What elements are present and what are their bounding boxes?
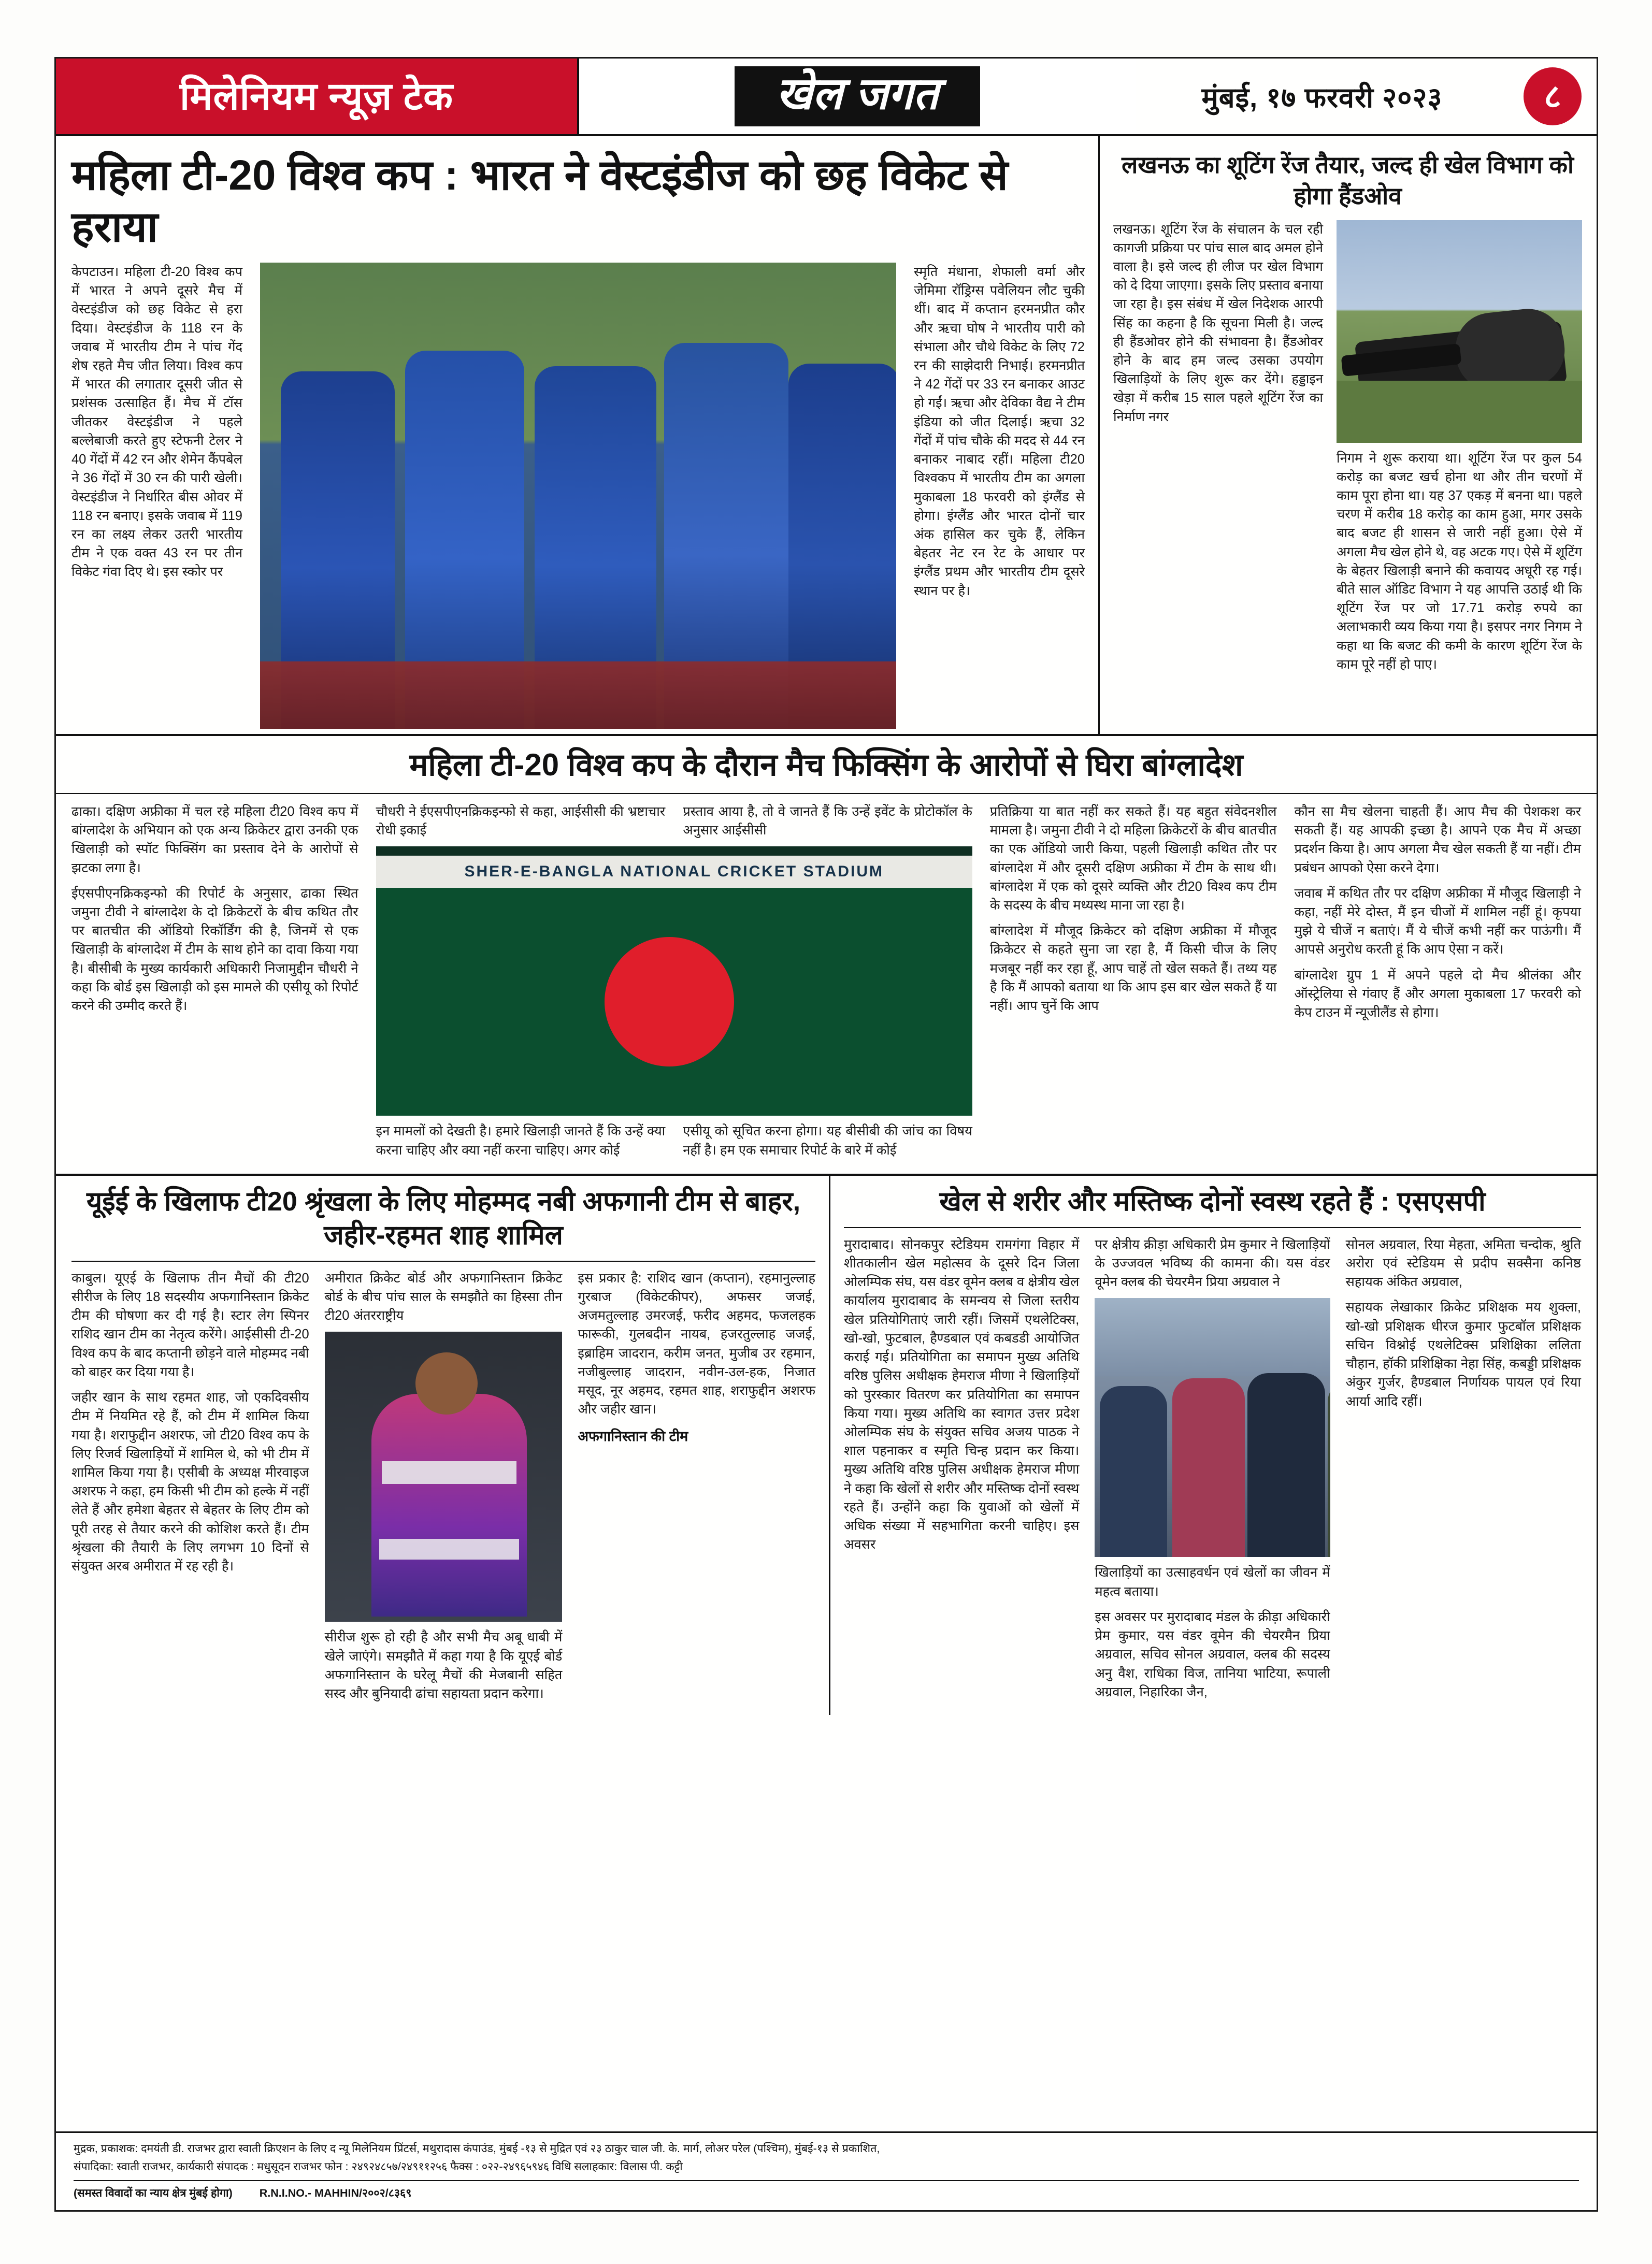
bangladesh-col4-p1: प्रतिक्रिया या बात नहीं कर सकते हैं। यह बहुत संवेदनशील मामला है। जमुना टीवी ने दो महिला क्रिकेटरों के बीच बातचीत का एक ऑडियो जारी किया, पहली खिलाड़ी कथित तौर पर बांग्लादेश में और दूसरी दक्षिण अफ्रीका में टीम के साथ थी। बांग्लादेश में एक को दूसरे व्यक्ति और टी20 विश्व कप टीम के सदस्य के बीच मध्यस्थ माना जा रहा है। bbox=[989, 804, 1277, 913]
health-col2-p1: पर क्षेत्रीय क्रीड़ा अधिकारी प्रेम कुमार ने खिलाड़ियों के उज्जवल भविष्य की कामना की। यस वंडर वूमेन क्लब की चेयरमैन प्रिया अग्रवाल ने bbox=[1095, 1237, 1330, 1290]
bangladesh-story-headline: महिला टी-20 विश्व कप के दौरान मैच फिक्सिंग के आरोपों से घिरा बांग्लादेश bbox=[409, 747, 1243, 783]
health-col3-p1: सोनल अग्रवाल, रिया मेहता, अमिता चन्दोक, श्रुति अरोरा एवं स्टेडियम से प्रदीप सक्सैना कनिष्ठ सहायक अंकित अग्रवाल, bbox=[1345, 1237, 1581, 1290]
health-col-2 bbox=[1095, 1235, 1330, 1708]
nabi-story bbox=[56, 1176, 830, 1715]
health-col-3 bbox=[1346, 1235, 1581, 1708]
nabi-col1-p2: जहीर खान के साथ रहमत शाह, जो एकदिवसीय टीम में नियमित रहे हैं, को टीम में शामिल किया गया है। शराफुद्दीन अशरफ, जो टी20 विश्व कप के लिए रिजर्व खिलाड़ियों में शामिल थे, को भी टीम में शामिल किया गया है। एसीबी के अध्यक्ष मीरवाइज अशरफ ने कहा, हम किसी भी टीम को हल्के में नहीं लेते हैं और हमेशा बेहतर से बेहतर के लिए टीम को पूरी तरह से तैयार करने की कोशिश करते हैं। टीम श्रृंखला की तैयारी के लिए लगभग 10 दिनों से संयुक्त अरब अमीरात में रह रही है। bbox=[71, 1390, 309, 1574]
afghanistan-team-note: अफगानिस्तान की टीम bbox=[578, 1428, 688, 1444]
photo-afghanistan-player bbox=[325, 1332, 563, 1622]
nabi-col2-p1: अमीरात क्रिकेट बोर्ड और अफगानिस्तान क्रिकेट बोर्ड के बीच पांच साल के समझौते का हिस्सा तीन टी20 अंतरराष्ट्रीय bbox=[324, 1271, 563, 1323]
third-region bbox=[56, 1176, 1597, 1715]
photo-shooting-range bbox=[1337, 220, 1582, 443]
bangladesh-col-middle bbox=[376, 802, 972, 1166]
top-region bbox=[56, 136, 1597, 734]
shooting-story-col1: लखनऊ। शूटिंग रेंज के संचालन के चल रही कागजी प्रक्रिया पर पांच साल बाद अमल होने वाला है। इसे जल्द ही लीज पर खेल विभाग को दे दिया जाएगा। इसके लिए प्रस्ताव बनाया जा रहा है। इस संबंध में खेल निदेशक आरपी सिंह का कहना है कि सूचना मिली है। जल्द ही हैंडओवर होने की संभावना है। हैंडओवर होने के बाद हम जल्द उसका उपयोग खिलाड़ियों के लिए शुरू कर देंगे। हड्डाइन खेड़ा में करीब 15 साल पहले शूटिंग रेंज का निर्माण नगर bbox=[1113, 222, 1323, 424]
nabi-col3-p1: इस प्रकार है: राशिद खान (कप्तान), रहमानुल्लाह गुरबाज (विकेटकीपर), अफसर जजई, अजमतुल्लाह उमरजई, फरीद अहमद, फजलहक फारूकी, गुलबदीन नायब, हजरतुल्लाह जजई, इब्राहिम जादरान, करीम जनत, मुजीब उर रहमान, नजीबुल्लाह जादरान, नवीन-उल-हक, निजात मसूद, नूर अहमद, रहमत शाह, शराफुद्दीन अशरफ और जहीर खान। bbox=[578, 1271, 816, 1417]
bangladesh-col-4 bbox=[990, 802, 1277, 1166]
nabi-col-2 bbox=[325, 1269, 563, 1710]
bangladesh-col3-p1: प्रस्ताव आया है, तो वे जानते हैं कि उन्हें इवेंट के प्रोटोकॉल के अनुसार आईसीसी bbox=[683, 804, 972, 838]
health-col1-p1: मुरादाबाद। सोनकपुर स्टेडियम रामगंगा विहार में शीतकालीन खेल महोत्सव के दूसरे दिन जिला ओलम्पिक संघ, यस वंडर वूमेन क्लब व क्षेत्रीय खेल कार्यालय मुरादाबाद के समन्वय से जिला स्तरीय खेल प्रतियोगिताएं जारी रहीं। जिसमें एथलेटिक्स, खो-खो, फुटबाल, हैण्डबाल एवं कबडडी आयोजित कराई गई। प्रतियोगिता का समापन मुख्य अतिथि वरिष्ठ पुलिस अधीक्षक हेमराज मीणा ने खिलाड़ियों को पुरस्कार वितरण कर प्रतियोगिता का समापन किया गया। मुख्य अतिथि का स्वागत उत्तर प्रदेश ओलम्पिक संघ के संयुक्त सचिव अजय पाठक ने शाल पहनाकर व स्मृति चिन्ह प्रदान कर किया। मुख्य अतिथि वरिष्ठ पुलिस अधीक्षक हेमराज मीणा ने कहा कि खेलों से शरीर और मस्तिष्क दोनों स्वस्थ रहते हैं। उन्होंने कहा कि युवाओं को खेलों में अधिक संख्या में सहभागिता करनी चाहिए। इस अवसर bbox=[844, 1237, 1080, 1552]
shooting-story-col2: निगम ने शुरू कराया था। शूटिंग रेंज पर कुल 54 करोड़ का बजट खर्च होना था और तीन चरणों में काम पूरा होना था। यह 37 एकड़ में बनना था। पहले चरण में करीब 18 करोड़ का काम हुआ, मगर उसके बाद बजट ही शासन से जारी नहीं हुआ। ऐसे में अगला मैच खेल होने थे, वह अटक गए। ऐसे में शूटिंग के बेहतर खिलाड़ी बनाने की कवायद अधूरी रह गई। बीते साल ऑडिट विभाग ने यह आपत्ति उठाई थी कि शूटिंग रेंज पर जो 17.71 करोड़ रुपये का अलाभकारी व्यय किया गया है। इसपर नगर निगम ने कहा था कि बजट की कमी के कारण शूटिंग रेंज के काम पूरे नहीं हो पाए। bbox=[1337, 451, 1582, 672]
stadium-banner-text: SHER-E-BANGLA NATIONAL CRICKET STADIUM bbox=[376, 856, 972, 888]
shooting-story-headline: लखनऊ का शूटिंग रेंज तैयार, जल्द ही खेल विभाग को होगा हैंडओव bbox=[1122, 151, 1574, 209]
nabi-col1-p1: काबुल। यूएई के खिलाफ तीन मैचों की टी20 सीरीज के लिए 18 सदस्यीय अफगानिस्तान क्रिकेट टीम की घोषणा कर दी गई है। स्टार लेग स्पिनर राशिद खान टीम का नेतृत्व करेंगे। आईसीसी टी-20 विश्व कप के बाद कप्तानी छोड़ने वाले मोहम्मद नबी को बाहर कर दिया गया है। bbox=[71, 1271, 309, 1379]
nabi-col2-p2: सीरीज शुरू हो रही है और सभी मैच अबू धाबी में खेले जाएंगे। समझौते में कहा गया है कि यूएई बोर्ड अफगानिस्तान के घरेलू मैचों की मेजबानी सहित सस्द और बुनियादी ढांचा सहायता प्रदान करेगा। bbox=[324, 1630, 563, 1701]
bangladesh-col4-p2: बांग्लादेश में मौजूद क्रिकेटर को दक्षिण अफ्रीका में मौजूद क्रिकेटर से कहते सुना जा रहा है, मैं किसी चीज के लिए मजबूर नहीं कर रहा हूँ, आप चाहें तो खेल सकते हैं। तथ्य यह है कि मैं आपको बताया था कि आप इस बार खेल सकते हैं या नहीं। आप चुनें कि आप bbox=[989, 924, 1277, 1014]
bangladesh-col-1 bbox=[71, 802, 358, 1166]
dateline: मुंबई, १७ फरवरी २०२३ bbox=[1201, 82, 1443, 113]
footer-rni bbox=[74, 2180, 1579, 2202]
bangladesh-col3-p2: एसीयू को सूचित करना होगा। यह बीसीबी की जांच का विषय नहीं है। हम एक समाचार रिपोर्ट के बारे में कोई bbox=[683, 1124, 972, 1158]
bangladesh-col2-p2: इन मामलों को देखती है। हमारे खिलाड़ी जानते हैं कि उन्हें क्या करना चाहिए और क्या नहीं करना चाहिए। अगर कोई bbox=[376, 1124, 666, 1158]
section-title: खेल जगत bbox=[735, 66, 980, 126]
bangladesh-col1-p2: ईएसपीएनक्रिकइन्फो की रिपोर्ट के अनुसार, ढाका स्थित जमुना टीवी ने बांग्लादेश के दो क्रिकेटरों के बीच कथित तौर पर बातचीत की ऑडियो रिकॉर्डिंग की है, जिनमें से एक खिलाड़ी के बांग्लादेश में टीम के साथ होने का दावा किया गया है। बीसीबी के मुख्य कार्यकारी अधिकारी निजामुद्दीन चौधरी ने कहा कि बोर्ड इस खिलाड़ी को इस मामले की एसीयू को रिपोर्ट करने की उम्मीद करते हैं। bbox=[71, 886, 358, 1014]
bangladesh-col5-p1: कौन सा मैच खेलना चाहती हैं। आप मैच की पेशकश कर सकती हैं। यह आपकी इच्छा है। आपने एक मैच में अच्छा प्रदर्शन किया है। आप अगला मैच खेल सकती हैं या नहीं। टीम प्रबंधन आपको ऐसा करने देगा। bbox=[1294, 804, 1582, 875]
photo-india-women-team bbox=[260, 263, 896, 729]
footer-line-1: मुद्रक, प्रकाशक: दमयंती डी. राजभर द्वारा स्वाती क्रिएशन के लिए द न्यू मिलेनियम प्रिंटर्स, मथुरादास कंपाउंड, मुंबई -१३ से मुद्रित एवं २३ ठाकुर चाल जी. के. मार्ग, लोअर परेल (पश्चिम), मुंबई-१३ से प्रकाशित, bbox=[74, 2142, 880, 2155]
health-col2-p2: खिलाड़ियों का उत्साहवर्धन एवं खेलों का जीवन में महत्व बताया। bbox=[1095, 1565, 1330, 1599]
page-frame bbox=[54, 57, 1598, 2212]
sports-health-headline: खेल से शरीर और मस्तिष्क दोनों स्वस्थ रहते हैं : एसएसपी bbox=[939, 1186, 1486, 1217]
footer-imprint bbox=[56, 2131, 1597, 2210]
brand-block bbox=[56, 59, 579, 134]
masthead bbox=[56, 59, 1597, 136]
photo-bangladesh-stadium bbox=[376, 846, 972, 1116]
main-story-col1: केपटाउन। महिला टी-20 विश्व कप में भारत ने अपने दूसरे मैच में वेस्टइंडीज को छह विकेट से हरा दिया। वेस्टइंडीज के 118 रन के जवाब में भारतीय टीम ने पांच गेंद शेष रहते मैच जीत लिया। विश्व कप में भारत की लगातार दूसरी जीत से प्रशंसक उत्साहित हैं। मैच में टॉस जीतकर वेस्टइंडीज ने पहले बल्लेबाजी करते हुए स्टेफनी टेलर ने 40 गेंदों में 42 रन और शेमेन कैंपबेल ने 36 गेंदों में 30 रन की पारी खेली। वेस्टइंडीज ने निर्धारित बीस ओवर में 118 रन बनाए। इसके जवाब में 119 रन का लक्ष्य लेकर उतरी भारतीय टीम ने एक वक्त 43 रन पर तीन विकेट गंवा दिए थे। इस स्कोर पर bbox=[71, 265, 242, 580]
divider-4 bbox=[71, 1261, 815, 1262]
section-title-block bbox=[579, 59, 1136, 134]
main-story bbox=[56, 136, 1100, 734]
bangladesh-col-5 bbox=[1294, 802, 1581, 1166]
bangladesh-flag bbox=[376, 888, 972, 1116]
photo-award-ceremony bbox=[1095, 1298, 1330, 1557]
health-col2-p3: इस अवसर पर मुरादाबाद मंडल के क्रीड़ा अधिकारी प्रेम कुमार, यस वंडर वूमेन की चेयरमैन प्रिया अग्रवाल, सचिव सोनल अग्रवाल, क्लब की सदस्य अनु वैश, राधिका विज, तानिया भाटिया, रूपाली अग्रवाल, निहारिका जैन, bbox=[1095, 1609, 1330, 1699]
nabi-col-1 bbox=[71, 1269, 309, 1710]
brand-title: मिलेनियम न्यूज़ टेक bbox=[180, 75, 453, 118]
main-story-col2: स्मृति मंधाना, शेफाली वर्मा और जेमिमा रॉड्रिग्स पवेलियन लौट चुकी थीं। बाद में कप्तान हरमनप्रीत कौर और ऋचा घोष ने भारतीय पारी को संभाला और चौथे विकेट के लिए 72 रन की साझेदारी निभाई। हरमनप्रीत ने 42 गेंदों पर 33 रन बनाकर आउट हो गईं। ऋचा और देविका वैद्य ने टीम इंडिया को जीत दिलाई। ऋचा 32 गेंदों में पांच चौके की मदद से 44 रन बनाकर नाबाद रहीं। महिला टी20 विश्वकप में भारतीय टीम का अगला मुकाबला 18 फरवरी को इंग्लैंड से होगा। इंग्लैंड और भारत दोनों चार अंक हासिल कर चुके हैं, लेकिन बेहतर नेट रन रेट के आधार पर इंग्लैंड प्रथम और भारतीय टीम दूसरे स्थान पर है। bbox=[914, 265, 1085, 598]
page-number: ८ bbox=[1524, 67, 1582, 125]
page-number-block bbox=[1509, 59, 1597, 134]
health-col3-p2: सहायक लेखाकार क्रिकेट प्रशिक्षक मय शुक्ला, खो-खो प्रशिक्षक धीरज कुमार फुटबॉल प्रशिक्षक सचिन विश्नोई एथलेटिक्स प्रशिक्षिका ललिता चौहान, हॉकी प्रशिक्षिका नेहा सिंह, कबड्डी प्रशिक्षक अंकुर गुर्जर, हैण्डबाल निर्णायक पायल एवं रिया आर्या आदि रहीं। bbox=[1345, 1300, 1581, 1409]
bangladesh-col5-p2: जवाब में कथित तौर पर दक्षिण अफ्रीका में मौजूद खिलाड़ी ने कहा, नहीं मेरे दोस्त, मैं इन चीजों में शामिल नहीं हूं। कृपया मुझे ये चीजें न बताएं। मैं ये चीजें कभी नहीं कर पाऊंगी। मैं आपसे अनुरोध करती हूं कि आप ऐसा न करें। bbox=[1294, 886, 1582, 957]
bangladesh-col2-p1: चौधरी ने ईएसपीएनक्रिकइन्फो से कहा, आईसीसी की भ्रष्टाचार रोधी इकाई bbox=[376, 804, 666, 838]
sports-health-story bbox=[830, 1176, 1597, 1715]
shooting-range-story bbox=[1100, 136, 1597, 734]
nabi-col-3 bbox=[578, 1269, 815, 1710]
footer-rni-number: R.N.I.NO.- MAHHIN/२००२/८३६९ bbox=[259, 2186, 412, 2199]
footer-line-3: (समस्त विवादों का न्याय क्षेत्र मुंबई होगा) bbox=[74, 2186, 233, 2199]
health-col-1 bbox=[844, 1235, 1079, 1708]
bangladesh-story bbox=[56, 794, 1597, 1174]
bangladesh-col1-p1: ढाका। दक्षिण अफ्रीका में चल रहे महिला टी20 विश्व कप में बांग्लादेश के अभियान को एक अन्य क्रिकेटर द्वारा उनकी एक खिलाड़ी को स्पॉट फिक्सिंग का प्रस्ताव देने के आरोपों से झटका लगा है। bbox=[71, 804, 358, 875]
main-story-headline: महिला टी-20 विश्व कप : भारत ने वेस्टइंडीज को छह विकेट से हराया bbox=[71, 152, 1008, 251]
flag-circle bbox=[605, 937, 734, 1066]
bangladesh-col5-p3: बांग्लादेश ग्रुप 1 में अपने पहले दो मैच श्रीलंका और ऑस्ट्रेलिया से गंवाए हैं और अगला मुकाबला 17 फरवरी को केप टाउन में न्यूजीलैंड से होगा। bbox=[1294, 968, 1582, 1020]
divider-5 bbox=[844, 1227, 1581, 1228]
footer-line-2: संपादिका: स्वाती राजभर, कार्यकारी संपादक : मधुसूदन राजभर फोन : २४९२४८५७/२४९११२५६ फैक्स : ०२२-२४९६५९४६ विधि सलाहकार: विलास पी. कट्टी bbox=[74, 2160, 683, 2173]
nabi-story-headline: यूईई के खिलाफ टी20 श्रृंखला के लिए मोहम्मद नबी अफगानी टीम से बाहर, जहीर-रहमत शाह शामिल bbox=[86, 1186, 801, 1250]
